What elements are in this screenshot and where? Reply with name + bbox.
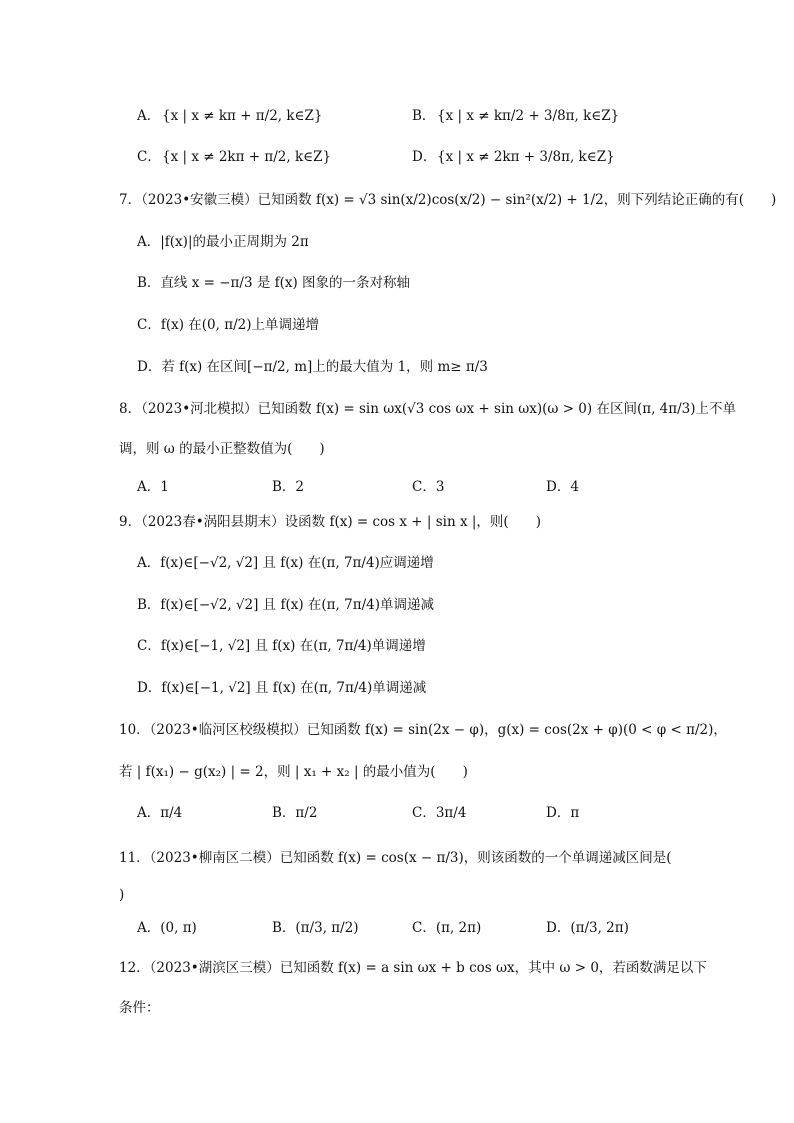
q8-option-b: B．2 bbox=[272, 479, 305, 495]
q11-stem-line1: 11．（2023•柳南区二模）已知函数 f(x) = cos(x − π/3)，则该函数的一个单调递减区间是( bbox=[119, 850, 672, 866]
q7-option-d: D．若 f(x) 在区间[−π/2, m]上的最大值为 1，则 m≥ π/3 bbox=[137, 359, 488, 375]
q6-option-c: C． bbox=[137, 149, 161, 165]
q9-option-a: A．f(x)∈[−√2, √2] 且 f(x) 在(π, 7π/4)应调递增 bbox=[137, 555, 434, 571]
q7-option-a: A．|f(x)|的最小正周期为 2π bbox=[137, 234, 309, 250]
q10-option-b: B．π/2 bbox=[272, 805, 318, 821]
q9-option-d: D．f(x)∈[−1, √2] 且 f(x) 在(π, 7π/4)单调递减 bbox=[137, 680, 427, 696]
q11-option-d: D．(π/3, 2π) bbox=[546, 920, 629, 936]
q9-stem: 9．（2023春•涡阳县期末）设函数 f(x) = cos x + | sin x |，则( ) bbox=[119, 514, 541, 530]
q7-stem: 7．（2023•安徽三模）已知函数 f(x) = √3 sin(x/2)cos(x/2) − sin²(x/2) + 1/2，则下列结论正确的有( ) bbox=[119, 192, 777, 208]
q11-stem-line2: ) bbox=[119, 887, 125, 903]
q12-stem-line1: 12．（2023•湖滨区三模）已知函数 f(x) = a sin ωx + b cos ωx，其中 ω > 0，若函数满足以下 bbox=[119, 960, 707, 976]
q10-option-a: A．π/4 bbox=[137, 805, 183, 821]
q6-option-d: D． bbox=[412, 149, 437, 165]
q8-option-c: C．3 bbox=[412, 479, 445, 495]
q6-option-a-text: {x | x ≠ kπ + π/2, k∈Z} bbox=[162, 108, 323, 124]
q6-option-c-text: {x | x ≠ 2kπ + π/2, k∈Z} bbox=[162, 149, 332, 165]
q9-option-c: C．f(x)∈[−1, √2] 且 f(x) 在(π, 7π/4)单调递增 bbox=[137, 638, 426, 654]
q10-stem-line1: 10．（2023•临河区校级模拟）已知函数 f(x) = sin(2x − φ)，g(x) = cos(2x + φ)(0 < φ < π/2)， bbox=[119, 722, 727, 738]
q7-option-b: B．直线 x = −π/3 是 f(x) 图象的一条对称轴 bbox=[137, 275, 411, 291]
q9-option-b: B．f(x)∈[−√2, √2] 且 f(x) 在(π, 7π/4)单调递减 bbox=[137, 597, 434, 613]
q8-stem-line1: 8．（2023•河北模拟）已知函数 f(x) = sin ωx(√3 cos ωx + sin ωx)(ω > 0) 在区间(π, 4π/3)上不单 bbox=[119, 401, 737, 417]
q12-stem-line2: 条件： bbox=[119, 1000, 160, 1016]
q11-option-c: C．(π, 2π) bbox=[412, 920, 482, 936]
q11-option-b: B．(π/3, π/2) bbox=[272, 920, 359, 936]
q6-option-d-text: {x | x ≠ 2kπ + 3/8π, k∈Z} bbox=[437, 149, 615, 165]
q10-stem-line2: 若 | f(x₁) − g(x₂) | = 2，则 | x₁ + x₂ | 的最小值为( ) bbox=[119, 764, 468, 780]
q10-option-d: D．π bbox=[546, 805, 580, 821]
q6-option-b-text: {x | x ≠ kπ/2 + 3/8π, k∈Z} bbox=[437, 108, 620, 124]
q8-stem-line2: 调，则 ω 的最小正整数值为( ) bbox=[119, 441, 325, 457]
q8-option-d: D．4 bbox=[546, 479, 579, 495]
q10-option-c: C．3π/4 bbox=[412, 805, 467, 821]
q6-option-b: B． bbox=[412, 108, 436, 124]
q7-option-c: C．f(x) 在(0, π/2)上单调递增 bbox=[137, 317, 319, 333]
q8-option-a: A．1 bbox=[137, 479, 169, 495]
q6-option-a: A． bbox=[137, 108, 161, 124]
q11-option-a: A．(0, π) bbox=[137, 920, 197, 936]
